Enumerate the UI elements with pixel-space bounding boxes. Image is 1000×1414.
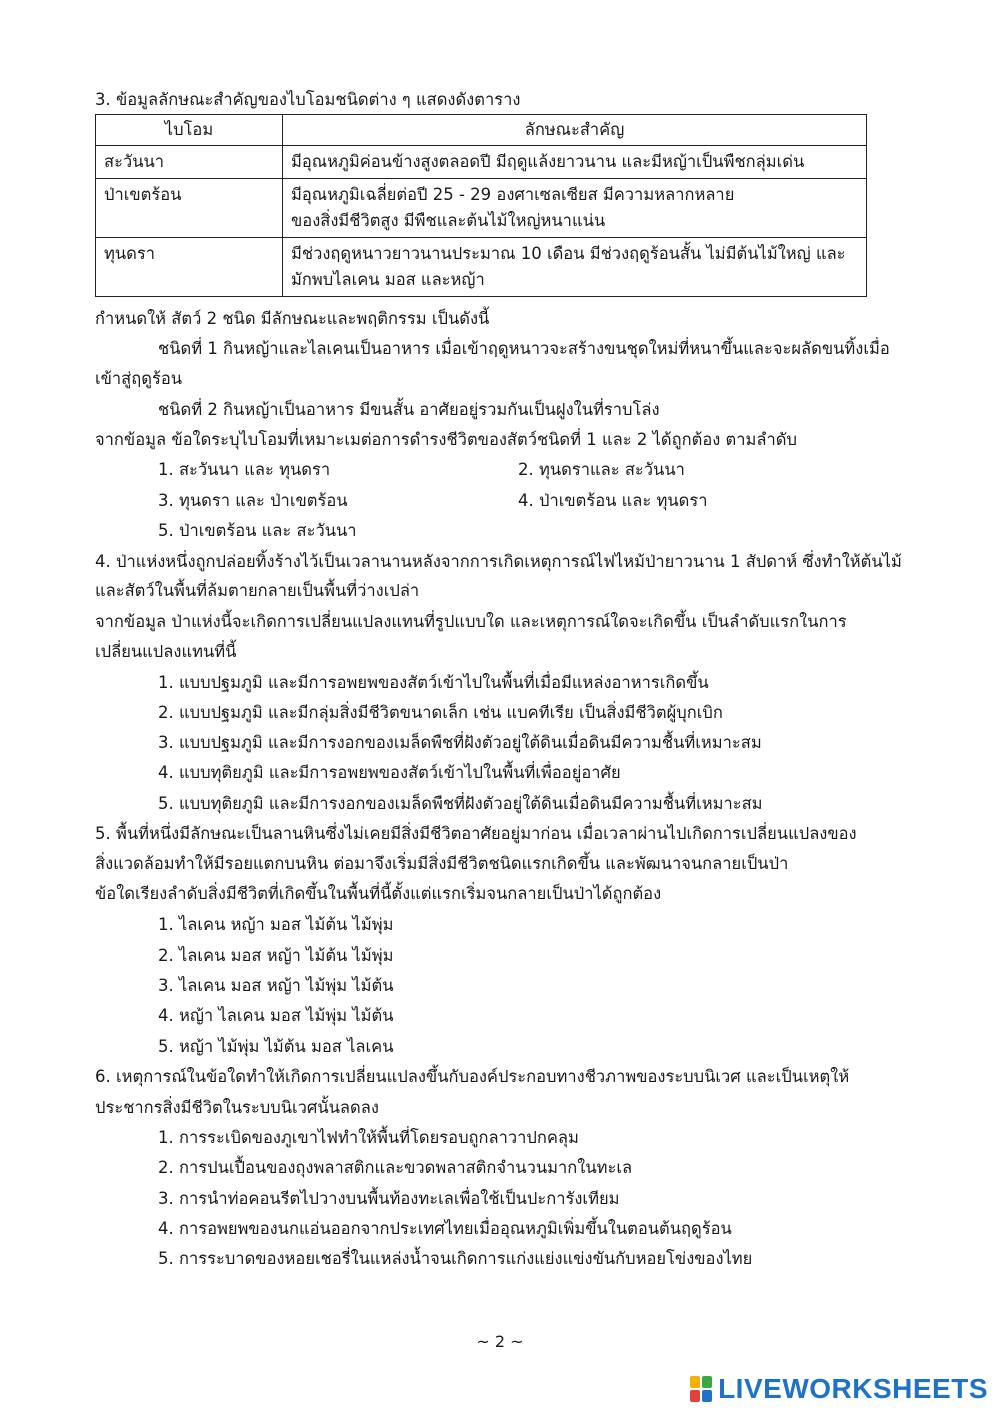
animal-2-description: ชนิดที่ 2 กินหญ้าเป็นอาหาร มีขนสั้น อาศัยอยู่รวมกันเป็นฝูงในที่ราบโล่ง [158,400,660,419]
question-4-prompt: จากข้อมูล ป่าแห่งนี้จะเกิดการเปลี่ยนแปลงแทนที่รูปแบบใด และเหตุการณ์ใดจะเกิดขึ้น เป็นลำดับแรกในการ [95,612,847,631]
question-6-text: 6. เหตุการณ์ในข้อใดทำให้เกิดการเปลี่ยนแปลงขึ้นกับองค์ประกอบทางชีวภาพของระบบนิเวศ และเป็นเหตุให้ [95,1067,850,1086]
biome-table [95,114,867,297]
answer-option[interactable]: 1. การระเบิดของภูเขาไฟทำให้พื้นที่โดยรอบถูกลาวาปกคลุม [158,1128,579,1147]
liveworksheets-logo-icon [690,1376,712,1402]
answer-option[interactable]: 3. ไลเคน มอส หญ้า ไม้พุ่ม ไม้ต้น [158,976,394,995]
liveworksheets-logo [690,1373,988,1405]
answer-option[interactable]: 4. หญ้า ไลเคน มอส ไม้พุ่ม ไม้ต้น [158,1006,394,1025]
question-4-text: และสัตว์ในพื้นที่ล้มตายกลายเป็นพื้นที่ว่างเปล่า [95,581,420,600]
description-line: ของสิ่งมีชีวิตสูง มีพืชและต้นไม้ใหญ่หนาแน่น [291,211,606,230]
question-6-text: ประชากรสิ่งมีชีวิตในระบบนิเวศนั้นลดลง [95,1098,379,1117]
answer-option[interactable]: 2. แบบปฐมภูมิ และมีกลุ่มสิ่งมีชีวิตขนาดเล็ก เช่น แบคทีเรีย เป็นสิ่งมีชีวิตผู้บุกเบิก [158,703,723,722]
question-3-given: กำหนดให้ สัตว์ 2 ชนิด มีลักษณะและพฤติกรรม เป็นดังนี้ [95,309,490,328]
answer-option[interactable]: 5. หญ้า ไม้พุ่ม ไม้ต้น มอส ไลเคน [158,1037,394,1056]
answer-option[interactable]: 5. การระบาดของหอยเชอรี่ในแหล่งน้ำจนเกิดการแก่งแย่งแข่งขันกับหอยโข่งของไทย [158,1249,753,1268]
question-5-prompt: ข้อใดเรียงลำดับสิ่งมีชีวิตที่เกิดขึ้นในพื้นที่นี้ตั้งแต่แรกเริ่มจนกลายเป็นป่าได้ถูกต้อง [95,884,662,903]
biome-description [283,146,867,179]
answer-option[interactable]: 4. แบบทุติยภูมิ และมีการอพยพของสัตว์เข้าไปในพื้นที่เพื่ออยู่อาศัย [158,763,621,782]
answer-option[interactable]: 4. ป่าเขตร้อน และ ทุนดรา [518,491,708,510]
question-3-intro: 3. ข้อมูลลักษณะสำคัญของไบโอมชนิดต่าง ๆ แสดงดังตาราง [95,90,521,109]
answer-option[interactable]: 2. ทุนดราและ สะวันนา [518,460,685,479]
biome-name: สะวันนา [96,146,283,179]
answer-option[interactable]: 1. แบบปฐมภูมิ และมีการอพยพของสัตว์เข้าไปในพื้นที่เมื่อมีแหล่งอาหารเกิดขึ้น [158,673,709,692]
description-line: มีอุณหภูมิเฉลี่ยต่อปี 25 - 29 องศาเซลเซียส มีความหลากหลาย [291,185,735,204]
table-row [96,146,867,179]
answer-option[interactable]: 3. การนำท่อคอนรีตไปวางบนพื้นท้องทะเลเพื่อใช้เป็นปะการังเทียม [158,1189,620,1208]
question-4-text: 4. ป่าแห่งหนึ่งถูกปล่อยทิ้งร้างไว้เป็นเวลานานหลังจากการเกิดเหตุการณ์ไฟไหม้ป่ายาวนาน 1 สัปดาห์ ซึ่งทำให้ต้นไม้ [95,552,902,571]
table-header-characteristics: ลักษณะสำคัญ [283,115,867,146]
table-header-biome: ไบโอม [96,115,283,146]
question-4-prompt: เปลี่ยนแปลงแทนที่นี้ [95,642,237,661]
answer-option[interactable]: 2. การปนเปื้อนของถุงพลาสติกและขวดพลาสติกจำนวนมากในทะเล [158,1158,633,1177]
description-line: มีช่วงฤดูหนาวยาวนานประมาณ 10 เดือน มีช่วงฤดูร้อนสั้น ไม่มีต้นไม้ใหญ่ และ [291,244,846,263]
page-number: ~ 2 ~ [476,1332,524,1351]
description-line: มีอุณหภูมิค่อนข้างสูงตลอดปี มีฤดูแล้งยาวนาน และมีหญ้าเป็นพืชกลุ่มเด่น [291,152,805,171]
table-row [96,179,867,238]
biome-description [283,179,867,238]
biome-name: ทุนดรา [96,238,283,297]
logo-text: LIVEWORKSHEETS [718,1373,988,1404]
question-5-text: 5. พื้นที่หนึ่งมีลักษณะเป็นลานหินซึ่งไม่เคยมีสิ่งมีชีวิตอาศัยอยู่มาก่อน เมื่อเวลาผ่านไปเกิดการเปลี่ยนแปลงของ [95,824,857,843]
answer-option[interactable]: 5. ป่าเขตร้อน และ สะวันนา [158,521,357,540]
animal-1-description-cont: เข้าสู่ฤดูร้อน [95,369,183,388]
answer-option[interactable]: 2. ไลเคน มอส หญ้า ไม้ต้น ไม้พุ่ม [158,946,394,965]
answer-option[interactable]: 3. แบบปฐมภูมิ และมีการงอกของเมล็ดพืชที่ฝังตัวอยู่ใต้ดินเมื่อดินมีความชื้นที่เหมาะสม [158,733,762,752]
answer-option[interactable]: 5. แบบทุติยภูมิ และมีการงอกของเมล็ดพืชที่ฝังตัวอยู่ใต้ดินเมื่อดินมีความชื้นที่เหมาะสม [158,794,763,813]
answer-option[interactable]: 1. สะวันนา และ ทุนดรา [158,460,331,479]
answer-option[interactable]: 3. ทุนดรา และ ป่าเขตร้อน [158,491,348,510]
description-line: มักพบไลเคน มอส และหญ้า [291,270,485,289]
question-5-text: สิ่งแวดล้อมทำให้มีรอยแตกบนหิน ต่อมาจึงเริ่มมีสิ่งมีชีวิตชนิดแรกเกิดขึ้น และพัฒนาจนกลายเป็นป่า [95,854,789,873]
question-3-prompt: จากข้อมูล ข้อใดระบุไบโอมที่เหมาะเมต่อการดำรงชีวิตของสัตว์ชนิดที่ 1 และ 2 ได้ถูกต้อง ตามลำดับ [95,430,797,449]
answer-option[interactable]: 4. การอพยพของนกแอ่นออกจากประเทศไทยเมื่ออุณหภูมิเพิ่มขึ้นในตอนต้นฤดูร้อน [158,1219,732,1238]
biome-description [283,238,867,297]
table-header-row [96,115,867,146]
answer-option[interactable]: 1. ไลเคน หญ้า มอส ไม้ต้น ไม้พุ่ม [158,915,394,934]
biome-name: ป่าเขตร้อน [96,179,283,238]
animal-1-description: ชนิดที่ 1 กินหญ้าและไลเคนเป็นอาหาร เมื่อเข้าฤดูหนาวจะสร้างขนชุดใหม่ที่หนาขึ้นและจะผลัดขนทิ้งเมื่อ [158,339,890,358]
table-row [96,238,867,297]
